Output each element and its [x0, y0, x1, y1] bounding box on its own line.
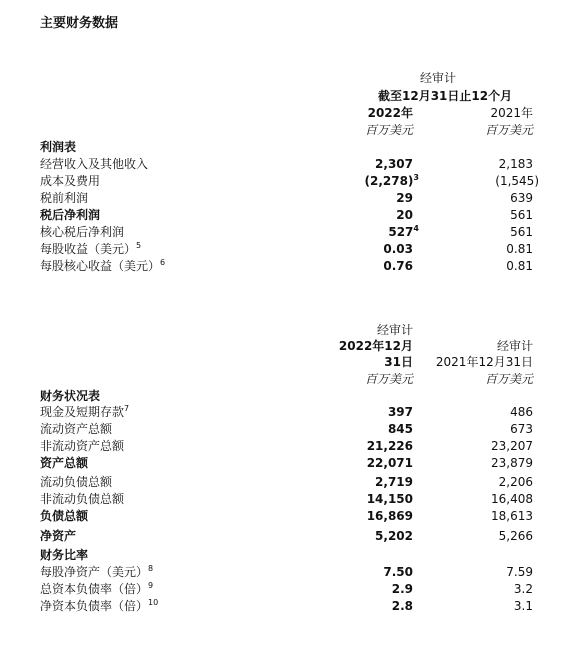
ratio-value-2022: 2.9: [391, 582, 413, 596]
col-2022-date-line1: 2022年12月: [338, 339, 413, 353]
row-value-2022: 0.03: [383, 242, 413, 256]
row-label: 资产总额: [40, 456, 89, 470]
col-2021-audited: 经审计: [496, 339, 533, 353]
footnote-ref: 6: [160, 258, 166, 267]
page-title: 主要财务数据: [40, 16, 119, 31]
row-value-2022: 845: [387, 422, 413, 436]
row-value-2022: $(2,278)^3$: [364, 173, 419, 188]
ratio-label: 总资本负债率（倍）$^9$: [40, 581, 154, 596]
row-value-2021: 23,879: [491, 456, 533, 470]
row-label: 非流动资产总额: [40, 439, 125, 453]
ratios-heading: 财务比率: [40, 548, 89, 562]
footnote-ref: 4: [413, 224, 419, 233]
col-2022-unit: 百万美元: [364, 123, 413, 137]
row-label: 现金及短期存款$^7$: [40, 404, 130, 419]
row-label: 每股收益（美元）$^5$: [40, 241, 142, 256]
row-value-2022: 21,226: [366, 439, 413, 453]
row-value-2021: (1,545): [495, 174, 539, 188]
footnote-ref: 3: [413, 173, 419, 182]
row-value-2022: 397: [387, 405, 413, 419]
row-value-2022: 22,071: [366, 456, 413, 470]
footnote-ref: 7: [124, 404, 130, 413]
row-label: 非流动负债总额: [40, 492, 125, 506]
col-2022-date-line2: 31日: [384, 355, 413, 369]
row-value-2021: 2,183: [498, 157, 533, 171]
col-2022-audited: 经审计: [376, 323, 413, 337]
row-label: 流动负债总额: [40, 475, 113, 489]
row-value-2022: 2,307: [375, 157, 413, 171]
ratio-value-2021: 3.2: [513, 582, 533, 596]
row-value-2021: 561: [510, 225, 533, 239]
row-label: 经营收入及其他收入: [40, 157, 149, 171]
col-2021-unit: 百万美元: [484, 372, 533, 386]
row-value-2022: 5,202: [375, 529, 413, 543]
row-value-2021: 0.81: [506, 259, 533, 273]
footnote-ref: 9: [148, 581, 154, 590]
row-value-2022: 0.76: [383, 259, 413, 273]
row-label: 净资产: [40, 529, 77, 543]
row-value-2022: 29: [396, 191, 413, 205]
ratio-value-2022: 7.50: [383, 565, 413, 579]
row-value-2021: 5,266: [498, 529, 533, 543]
income-statement-heading: 利润表: [40, 140, 77, 154]
row-value-2021: 0.81: [506, 242, 533, 256]
row-value-2021: 673: [510, 422, 533, 436]
row-label: 成本及费用: [40, 174, 101, 188]
row-label: 流动资产总额: [40, 422, 113, 436]
footnote-ref: 10: [148, 598, 159, 607]
col-2021-year: 2021年: [490, 106, 533, 120]
footnote-ref: 5: [136, 241, 142, 250]
row-label: 核心税后净利润: [40, 225, 125, 239]
ratio-value-2021: 3.1: [513, 599, 533, 613]
row-value-2021: 486: [510, 405, 533, 419]
ratio-label: 净资本负债率（倍）$^{10}$: [40, 598, 159, 613]
footnote-ref: 8: [148, 564, 154, 573]
row-value-2021: 2,206: [498, 475, 533, 489]
row-value-2021: 16,408: [491, 492, 533, 506]
row-value-2022: $527^4$: [388, 224, 419, 239]
col-2021-unit: 百万美元: [484, 123, 533, 137]
row-label: 负债总额: [40, 509, 89, 523]
col-2021-date: 2021年12月31日: [435, 355, 533, 369]
row-value-2021: 561: [510, 208, 533, 222]
balance-sheet-heading: 财务状况表: [40, 389, 101, 403]
row-label: 税前利润: [40, 191, 89, 205]
row-label: 每股核心收益（美元）$^6$: [40, 258, 166, 273]
header-audited: 经审计: [420, 71, 457, 85]
row-value-2021: 23,207: [491, 439, 533, 453]
row-label: 税后净利润: [40, 208, 101, 222]
ratio-value-2021: 7.59: [506, 565, 533, 579]
row-value-2022: 16,869: [366, 509, 413, 523]
header-period: 截至12月31日止12个月: [378, 89, 513, 103]
row-value-2022: 14,150: [366, 492, 413, 506]
row-value-2022: 2,719: [375, 475, 413, 489]
ratio-value-2022: 2.8: [391, 599, 413, 613]
col-2022-unit: 百万美元: [364, 372, 413, 386]
row-value-2021: 639: [510, 191, 533, 205]
ratio-label: 每股净资产（美元）$^8$: [40, 564, 154, 579]
row-value-2021: 18,613: [491, 509, 533, 523]
row-value-2022: 20: [396, 208, 413, 222]
col-2022-year: 2022年: [367, 106, 413, 120]
